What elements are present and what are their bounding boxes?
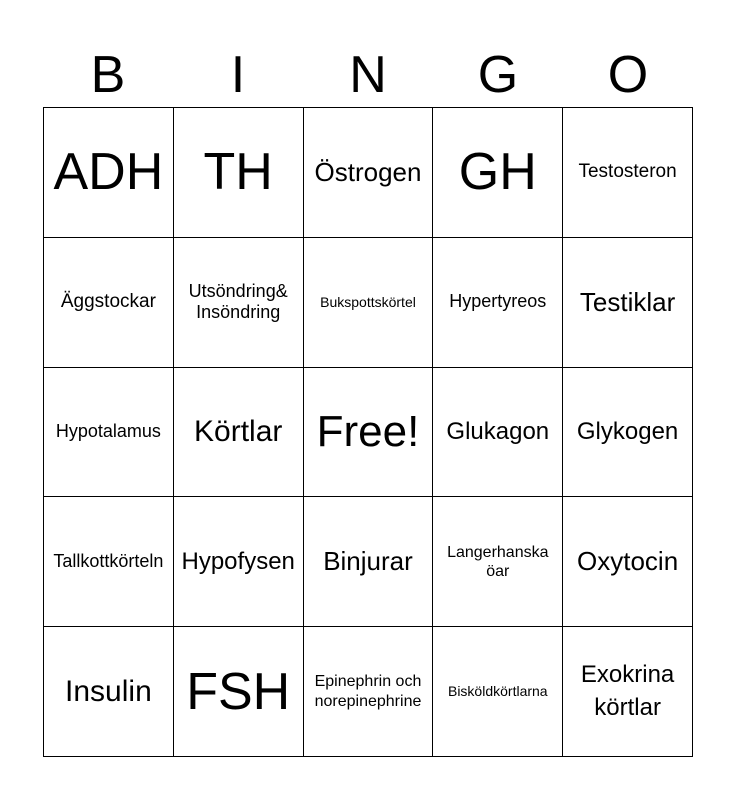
- bingo-cell[interactable]: Äggstockar: [44, 238, 174, 368]
- bingo-cell[interactable]: Oxytocin: [563, 497, 693, 627]
- bingo-cell[interactable]: ADH: [44, 108, 174, 238]
- bingo-cell[interactable]: Östrogen: [304, 108, 434, 238]
- bingo-cell[interactable]: Glykogen: [563, 368, 693, 498]
- bingo-cell[interactable]: Tallkottkörteln: [44, 497, 174, 627]
- header-letter-g: G: [477, 46, 519, 104]
- bingo-cell[interactable]: Insulin: [44, 627, 174, 757]
- bingo-cell[interactable]: Glukagon: [433, 368, 563, 498]
- bingo-cell[interactable]: Testosteron: [563, 108, 693, 238]
- header-letter-b: B: [90, 46, 126, 104]
- bingo-cell[interactable]: Hypertyreos: [433, 238, 563, 368]
- bingo-cell[interactable]: FSH: [174, 627, 304, 757]
- bingo-cell[interactable]: Hypofysen: [174, 497, 304, 627]
- bingo-cell[interactable]: GH: [433, 108, 563, 238]
- header-letter-o: O: [607, 46, 649, 104]
- bingo-cell[interactable]: TH: [174, 108, 304, 238]
- bingo-cell[interactable]: Exokrina körtlar: [563, 627, 693, 757]
- bingo-cell[interactable]: Utsöndring& Insöndring: [174, 238, 304, 368]
- bingo-cell[interactable]: Binjurar: [304, 497, 434, 627]
- bingo-cell[interactable]: Langerhanska öar: [433, 497, 563, 627]
- bingo-board: [43, 107, 693, 757]
- bingo-cell[interactable]: Epinephrin och norepinephrine: [304, 627, 434, 757]
- bingo-cell[interactable]: Bisköldkörtlarna: [433, 627, 563, 757]
- bingo-cell[interactable]: Bukspottskörtel: [304, 238, 434, 368]
- bingo-cell[interactable]: Testiklar: [563, 238, 693, 368]
- bingo-cell[interactable]: Körtlar: [174, 368, 304, 498]
- bingo-header: [43, 42, 693, 108]
- header-letter-n: N: [349, 46, 387, 104]
- free-space-cell[interactable]: Free!: [304, 368, 434, 498]
- header-letter-i: I: [230, 46, 246, 104]
- bingo-cell[interactable]: Hypotalamus: [44, 368, 174, 498]
